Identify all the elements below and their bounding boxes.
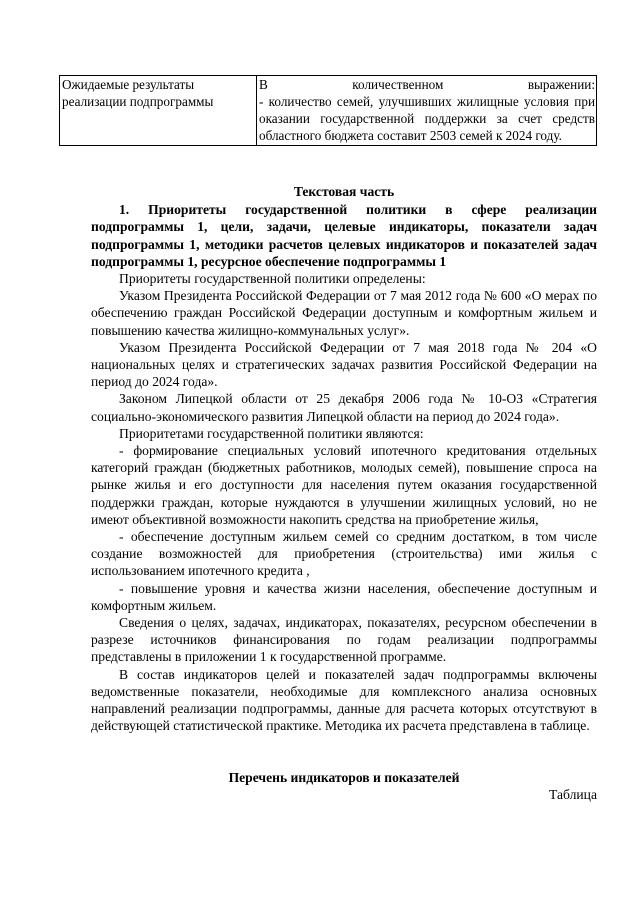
paragraph: Указом Президента Российской Федерации от 7 мая 2012 года № 600 «О мерах по обеспечению граждан Российской Федерации доступным и комфортным жильем и повышению качества жилищно-коммунальных услуг». [91, 288, 597, 338]
table-cell-value [257, 76, 597, 146]
text-body [91, 183, 597, 803]
table-cell-label: Ожидаемые результаты реализации подпрограммы [60, 76, 257, 146]
results-table [59, 75, 597, 146]
paragraph: Сведения о целях, задачах, индикаторах, показателях, ресурсном обеспечении в разрезе источников финансирования по годам реализации подпрограммы представлены в приложении 1 к государственной программе. [91, 615, 597, 665]
paragraph: Приоритеты государственной политики определены: [119, 271, 426, 287]
paragraph: В состав индикаторов целей и показателей задач подпрограммы включены ведомственные показатели, необходимые для комплексного анализа основных направлений реализации подпрограммы, данные для расчета которых отсутствуют в действующей статистической практике. Методика их расчета представлена в таблице. [91, 666, 597, 734]
list-item: - повышение уровня и качества жизни населения, обеспечение доступным и комфортным жильем. [91, 580, 597, 613]
paragraph: Законом Липецкой области от 25 декабря 2006 года № 10-ОЗ «Стратегия социально-экономического развития Липецкой области на период до 2024 года». [91, 391, 597, 424]
table-row [60, 76, 597, 146]
list-item: - обеспечение доступным жильем семей со средним достатком, в том числе создание возможностей для приобретения (строительства) ими жилья с использованием ипотечного кредита , [91, 529, 597, 579]
cell-first-line: В количественном выражении: [259, 77, 595, 92]
list-item: - формирование специальных условий ипотечного кредитования отдельных категорий граждан (бюджетных работников, молодых семей), повышение спроса на рынке жилья и его доступности для населения путем оказания государственной поддержки граждан, которые нуждаются в улучшении жилищных условий, но не имеют объективной возможности накопить средства на приобретение жилья, [91, 443, 597, 527]
list-title: Перечень индикаторов и показателей [228, 769, 460, 785]
section-title: Текстовая часть [293, 184, 395, 199]
paragraph: Приоритетами государственной политики являются: [119, 425, 424, 441]
paragraph: Указом Президента Российской Федерации от 7 мая 2018 года № 204 «О национальных целях и стратегических задачах развития Российской Федерации на период до 2024 года». [91, 339, 597, 390]
cell-text: - количество семей, улучшивших жилищные условия при оказании государственной поддержки за счет средств областного бюджета составит 2503 семей к 2024 году. [259, 94, 595, 143]
table-label: Таблица [549, 786, 597, 802]
section-heading: 1. Приоритеты государственной политики в сфере реализации подпрограммы 1, цели, задачи, целевые индикаторы, показатели задач подпрограммы 1, методики расчетов целевых индикаторов и показателей задач подпрограммы 1, ресурсное обеспечение подпрограммы 1 [91, 202, 597, 269]
